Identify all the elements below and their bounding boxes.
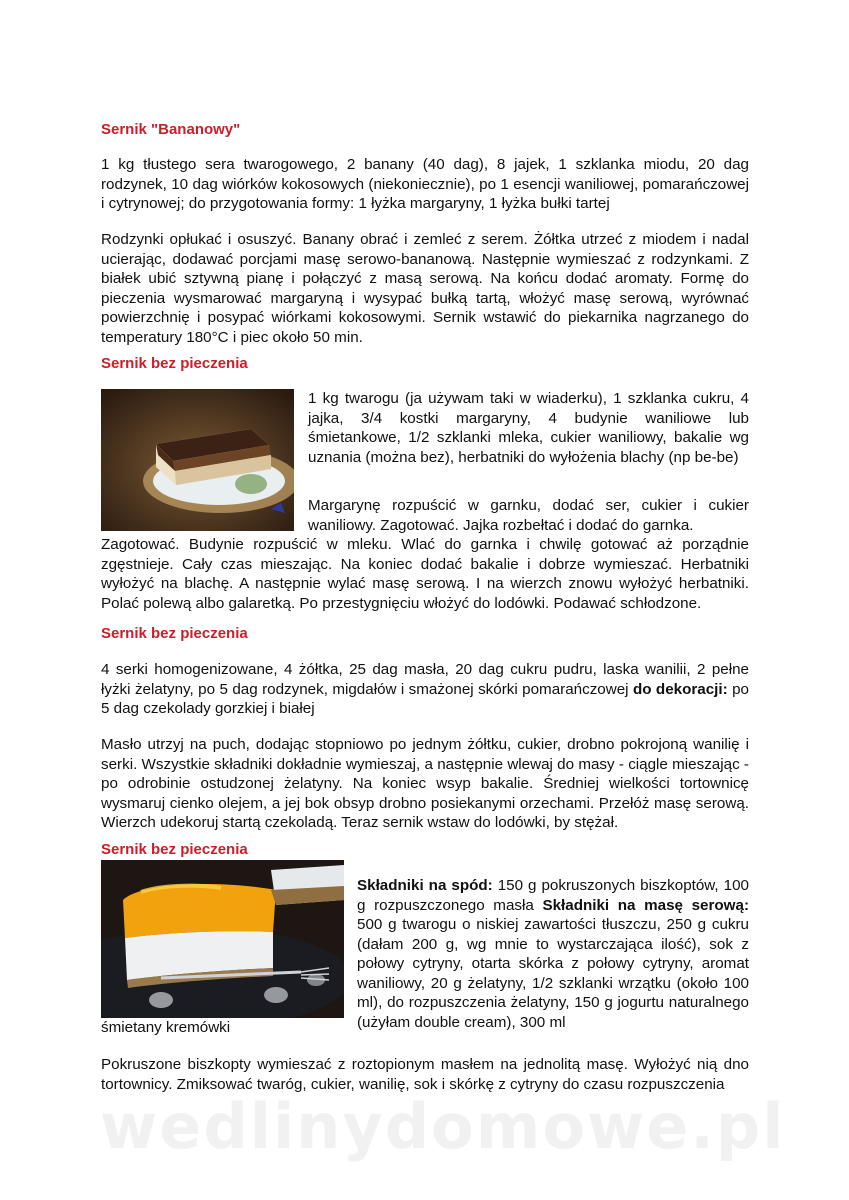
recipe-1-ingredients: 1 kg tłustego sera twarogowego, 2 banany (40 dag), 8 jajek, 1 szklanka miodu, 20 dag rodzynek, 10 dag wiórków kokosowych (niekoniecznie), po 1 esencji waniliowej, pomarańczowej i cytrynowej; do przygotowania formy: 1 łyżka margaryny, 1 łyżka bułki tartej [101,156,749,212]
recipe-2-method: Zagotować. Budynie rozpuścić w mleku. Wlać do garnka i chwilę gotować aż porządnie zgęstnieje. Cały czas mieszając. Na koniec dodać bakalie i dobrze wymieszać. Herbatniki wyłożyć na blachę. A następnie wylać masę serową. I na wierzch znowu wyłożyć herbatniki. Polać polewą albo galaretką. Po przestygnięciu włożyć do lodówki. Podawać schłodzone. [101,536,749,612]
recipe-1-method: Rodzynki opłukać i osuszyć. Banany obrać i zemleć z serem. Żółtka utrzeć z miodem i nadal ucierając, dodawać porcjami masę serowo-bananową. Następnie wymieszać z rodzynkami. Z białek ubić sztywną pianę i połączyć z masą serową. Na końcu dodać aromaty. Formę do pieczenia wysmarować margaryną i wysypać bułką tartą, włożyć masę serową, wyrównać powierzchnię i posypać wiórkami kokosowymi. Sernik wstawić do piekarnika nagrzanego do temperatury 180°C i piec około 50 min. [101,231,749,346]
recipe-4-base-label: Składniki na spód: [357,877,493,894]
recipe-4-mass-label: Składniki na masę serową: [542,896,750,914]
recipe-3-title: Sernik bez pieczenia [101,625,248,642]
recipe-2-photo [101,389,294,531]
recipe-4-title: Sernik bez pieczenia [101,841,248,858]
recipe-2-method-wrapped: Margarynę rozpuścić w garnku, dodać ser, cukier i cukier waniliowy. Zagotować. Jajka rozbełtać i dodać do garnka. [308,497,749,534]
recipe-4-base-text: 150 g pokruszonych biszkoptów, 100 g rozpuszczonego masła [357,877,749,914]
cheesecake-photo-1 [101,389,294,531]
recipe-4-method: Pokruszone biszkopty wymieszać z roztopionym masłem na jednolitą masę. Wyłożyć nią dno tortownicy. Zmiksować twaróg, cukier, wanilię, sok i skórkę z cytryny do czasu rozpuszczenia [101,1056,749,1093]
recipe-2-title: Sernik bez pieczenia [101,355,248,372]
recipe-4-ingredients [357,876,749,1032]
watermark: wedlinydomowe.pl [100,1090,786,1163]
recipe-3-method: Masło utrzyj na puch, dodając stopniowo po jednym żółtku, cukier, drobno pokrojoną wanilię i serki. Wszystkie składniki dokładnie wymieszaj, a następnie wlewaj do masy - ciągle mieszając - po odrobinie ostudzonej żelatyny. Na koniec wsyp bakalie. Średniej wielkości tortownicę wysmaruj cienko olejem, a jej bok obsyp drobno posiekanymi orzechami. Przełóż masę serową. Wierzch udekoruj startą czekoladą. Teraz sernik wstaw do lodówki, by stężał. [101,736,749,831]
recipe-3-decoration-label: do dekoracji: [632,680,728,698]
cheesecake-photo-2 [101,860,344,1018]
recipe-2-ingredients: 1 kg twarogu (ja używam taki w wiaderku), 1 szklanka cukru, 4 jajka, 3/4 kostki margaryny, 4 budynie waniliowe lub śmietankowe, 1/2 szklanki mleka, cukier waniliowy, bakalie wg uznania (można bez), herbatniki do wyłożenia blachy (np be-be) [308,390,749,466]
recipe-3-ingredients-text: 4 serki homogenizowane, 4 żółtka, 25 dag masła, 20 dag cukru pudru, laska wanilii, 2 pełne łyżki żelatyny, po 5 dag rodzynek, migdałów i smażonej skórki pomarańczowej [101,661,749,698]
recipe-4-ingredients-end: śmietany kremówki [101,1019,231,1036]
recipe-1-title: Sernik "Bananowy" [101,121,241,138]
recipe-4-photo [101,860,344,1018]
recipe-3-decoration-text: po 5 dag czekolady gorzkiej i białej [101,680,749,717]
recipe-3-ingredients [101,660,749,719]
recipe-4-mass-text: 500 g twarogu o niskiej zawartości tłuszczu, 250 g cukru (dałam 200 g, wg mnie to wystarczająca ilość), sok z połowy cytryny, otarta skórka z połowy cytryny, aromat waniliowy, 20 g żelatyny, 1/2 szklanki wrzątku (około 100 ml), do rozpuszczenia żelatyny, 150 g jogurtu naturalnego (użyłam double cream), 300 ml [357,916,749,1031]
